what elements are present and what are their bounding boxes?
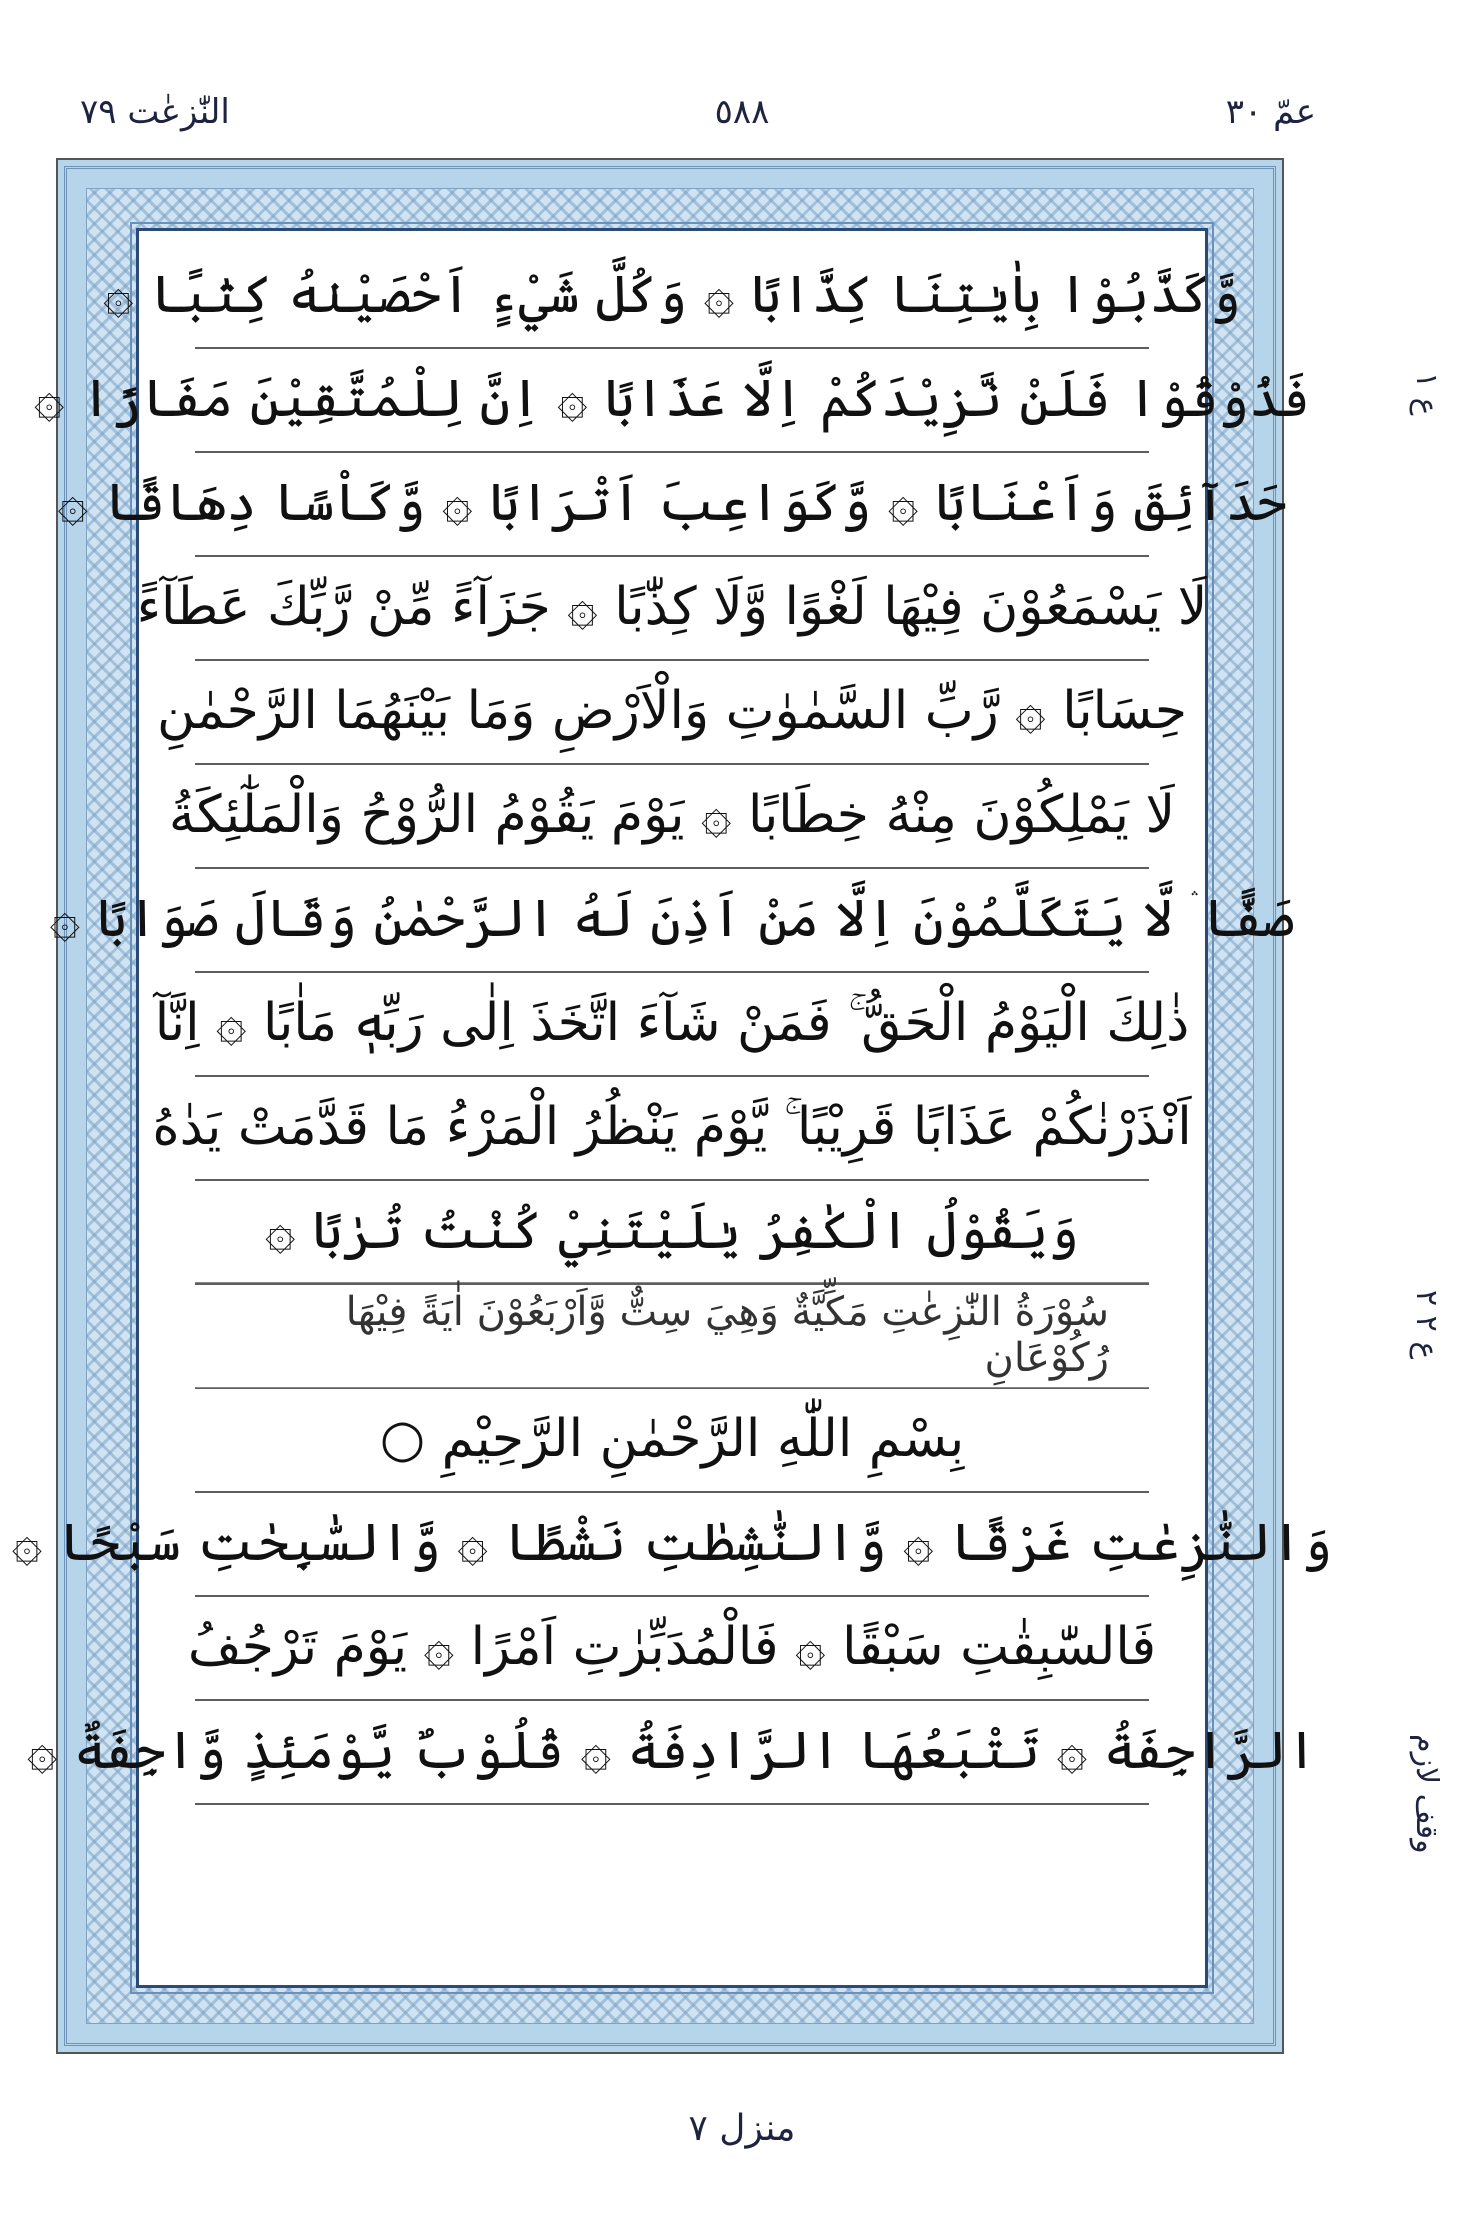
verse-line: ذٰلِكَ الْيَوْمُ الْحَقُّ ۚ فَمَنْ شَآءَ اتَّخَذَ اِلٰى رَبِّهٖ مَاٰبًا ۞ اِنَّآ — [195, 971, 1149, 1077]
verse-line: وَيَقُوْلُ الْكٰفِرُ يٰلَيْتَنِيْ كُنْتُ تُرٰبًا ۞ — [195, 1179, 1149, 1285]
bismillah: بِسْمِ اللّٰهِ الرَّحْمٰنِ الرَّحِيْمِ ○ — [195, 1387, 1149, 1493]
decorative-border-frame — [11, 158, 1333, 2054]
waqf-lazim-note: وقف لازم — [1409, 1734, 1444, 1854]
surah-name-header: النّٰزعٰت ٧٩ — [80, 92, 230, 132]
surah-heading: سُوْرَةُ النّٰزِعٰتِ مَكِّيَّةٌ وَهِيَ سِتٌّ وَّاَرْبَعُوْنَ اٰيَةً فِيْهَا رُكُوْعَانِ — [195, 1282, 1149, 1388]
verse-line: فَذُوْقُوْا فَلَنْ نَّزِيْدَكُمْ اِلَّا عَذَابًا ۞ اِنَّ لِلْمُتَّقِيْنَ مَفَازًا ۞ — [195, 347, 1149, 453]
verse-line: حِسَابًا ۞ رَّبِّ السَّمٰوٰتِ وَالْاَرْضِ وَمَا بَيْنَهُمَا الرَّحْمٰنِ — [195, 659, 1149, 765]
verse-line: حَدَآئِقَ وَاَعْنَابًا ۞ وَّكَوَاعِبَ اَتْرَابًا ۞ وَّكَاْسًا دِهَاقًا ۞ — [195, 451, 1149, 557]
juz-name-header: عمّ ٣٠ — [1225, 92, 1316, 132]
ruku-marker-middle: ع ٢ ٢ — [1409, 1290, 1444, 1360]
manzil-footer: منزل ٧ — [688, 2108, 796, 2149]
verse-line: صَفًّا ۛ لَّا يَتَكَلَّمُوْنَ اِلَّا مَنْ اَذِنَ لَهُ الرَّحْمٰنُ وَقَالَ صَوَابًا ۞ — [195, 867, 1149, 973]
verse-line: لَا يَسْمَعُوْنَ فِيْهَا لَغْوًا وَّلَا كِذّٰبًا ۞ جَزَآءً مِّنْ رَّبِّكَ عَطَآءً — [195, 555, 1149, 661]
verse-line: فَالسّٰبِقٰتِ سَبْقًا ۞ فَالْمُدَبِّرٰتِ اَمْرًا ۞ يَوْمَ تَرْجُفُ — [195, 1595, 1149, 1701]
verse-line: اَنْذَرْنٰكُمْ عَذَابًا قَرِيْبًا ۚ يَّوْمَ يَنْظُرُ الْمَرْءُ مَا قَدَّمَتْ يَدٰهُ — [195, 1075, 1149, 1181]
page-number: ٥٨٨ — [714, 92, 770, 132]
text-panel — [11, 228, 1333, 1988]
verse-line: لَا يَمْلِكُوْنَ مِنْهُ خِطَابًا ۞ يَوْمَ يَقُوْمُ الرُّوْحُ وَالْمَلٰٓئِكَةُ — [195, 763, 1149, 869]
verse-line: وَّكَذَّبُوْا بِاٰيٰتِنَا كِذَّابًا ۞ وَكُلَّ شَيْءٍ اَحْصَيْنٰهُ كِتٰبًا ۞ — [195, 243, 1149, 349]
verse-line: الرَّاجِفَةُ ۞ تَتْبَعُهَا الرَّادِفَةُ ۞ قُلُوْبٌ يَّوْمَئِذٍ وَّاجِفَةٌ ۞ — [195, 1699, 1149, 1805]
surah-heading-box — [195, 1283, 1149, 1389]
verse-line: وَالنّٰزِعٰتِ غَرْقًا ۞ وَّالنّٰشِطٰتِ نَشْطًا ۞ وَّالسّٰبِحٰتِ سَبْحًا ۞ — [195, 1491, 1149, 1597]
ruku-marker-top: ع ١ — [1409, 372, 1444, 416]
